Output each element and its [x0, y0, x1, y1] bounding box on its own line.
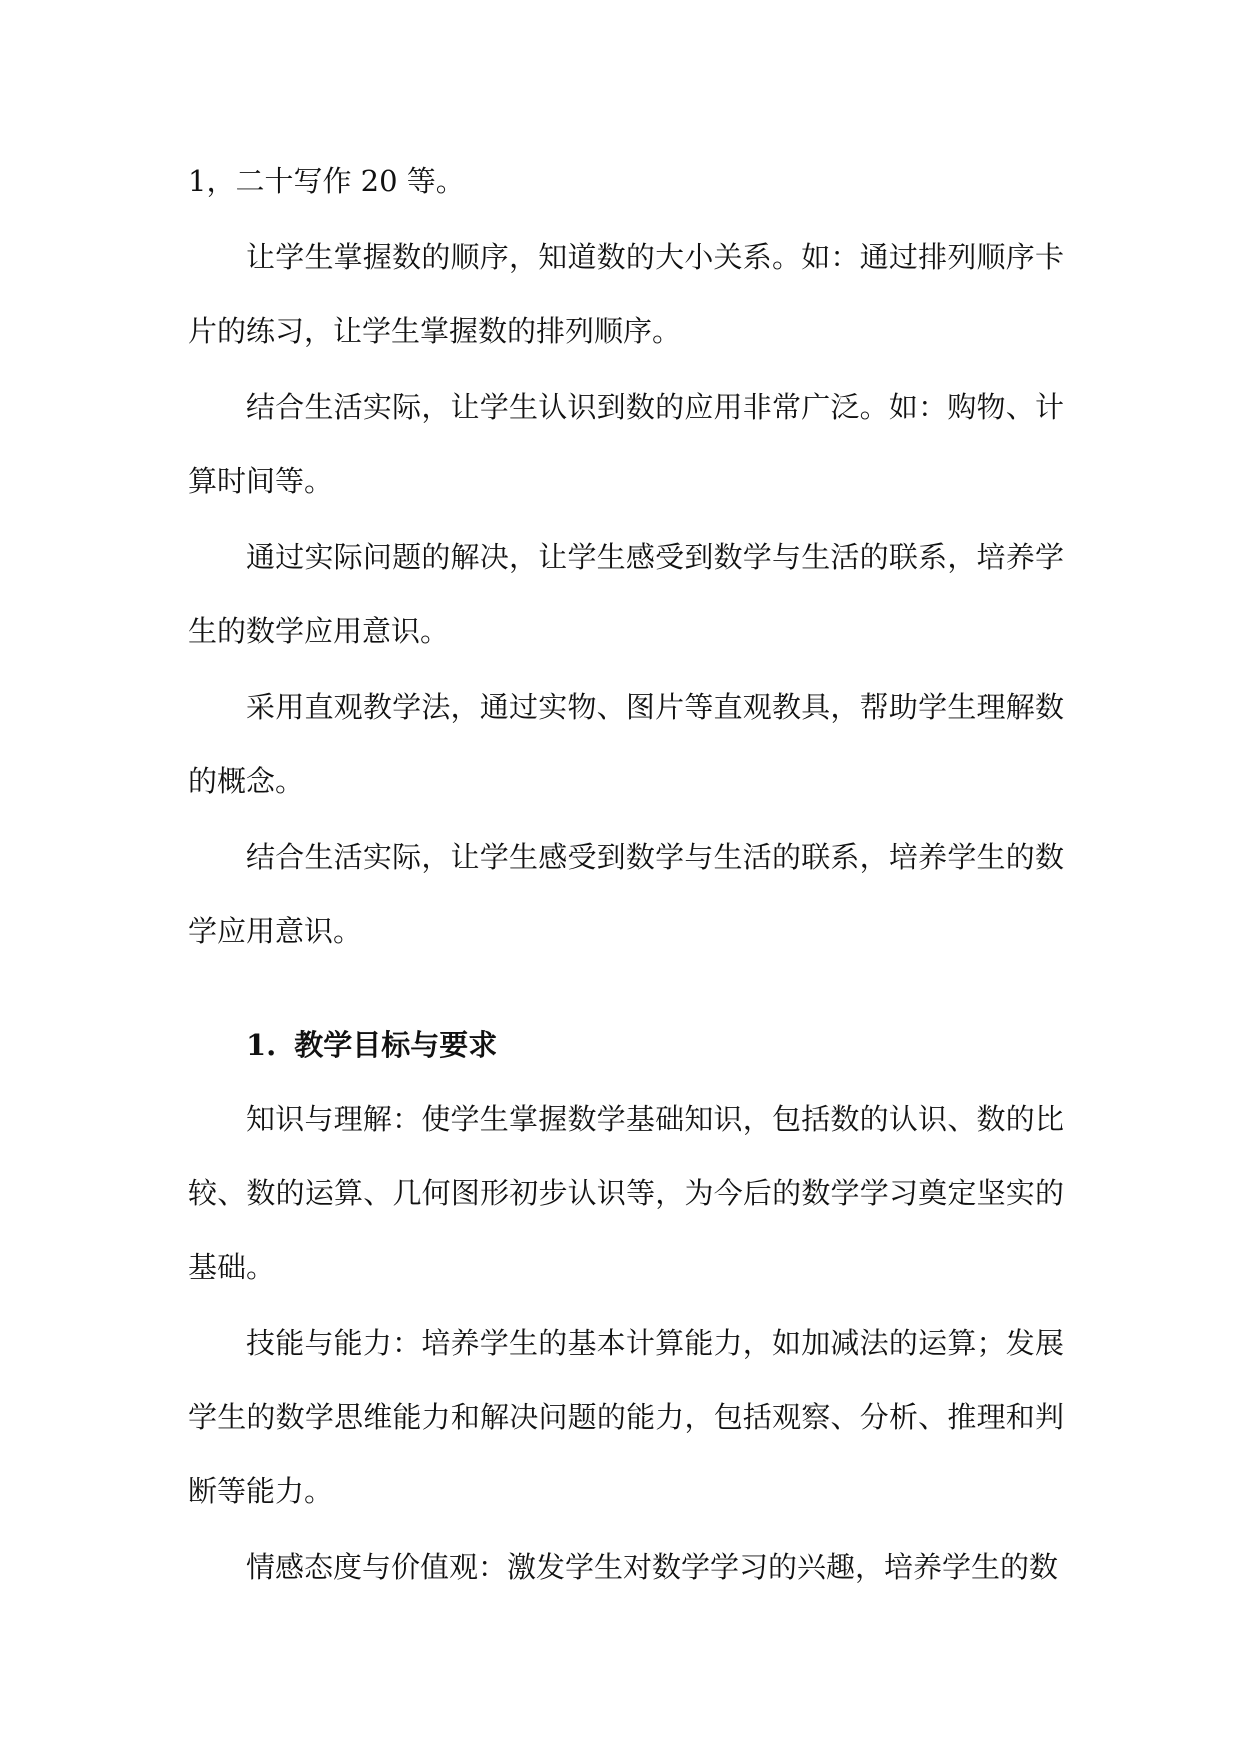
- paragraph-problem-solving: 通过实际问题的解决，让学生感受到数学与生活的联系，培养学生的数学应用意识。: [188, 540, 1064, 648]
- paragraph-skills-abilities: 技能与能力：培养学生的基本计算能力，如加减法的运算；发展学生的数学思维能力和解决问题的能力，包括观察、分析、推理和判断等能力。: [188, 1326, 1064, 1508]
- paragraph-number-order: 让学生掌握数的顺序，知道数的大小关系。如：通过排列顺序卡片的练习，让学生掌握数的排列顺序。: [188, 240, 1064, 348]
- section-number: 1.: [246, 1028, 277, 1062]
- paragraph-math-awareness: 结合生活实际，让学生感受到数学与生活的联系，培养学生的数学应用意识。: [188, 840, 1064, 948]
- document-body: [188, 144, 1064, 1606]
- paragraph-knowledge-understanding: 知识与理解：使学生掌握数学基础知识，包括数的认识、数的比较、数的运算、几何图形初步认识等，为今后的数学学习奠定坚实的基础。: [188, 1102, 1064, 1284]
- section-heading: [188, 1008, 1064, 1082]
- section-title: 教学目标与要求: [294, 1028, 498, 1062]
- paragraph-continued: 1，二十写作 20 等。: [188, 164, 465, 198]
- paragraph-life-application: 结合生活实际，让学生认识到数的应用非常广泛。如：购物、计算时间等。: [188, 390, 1064, 498]
- paragraph-intuitive-teaching: 采用直观教学法，通过实物、图片等直观教具，帮助学生理解数的概念。: [188, 690, 1064, 798]
- paragraph-emotional-attitude: 情感态度与价值观：激发学生对数学学习的兴趣，培养学生的数: [246, 1550, 1059, 1584]
